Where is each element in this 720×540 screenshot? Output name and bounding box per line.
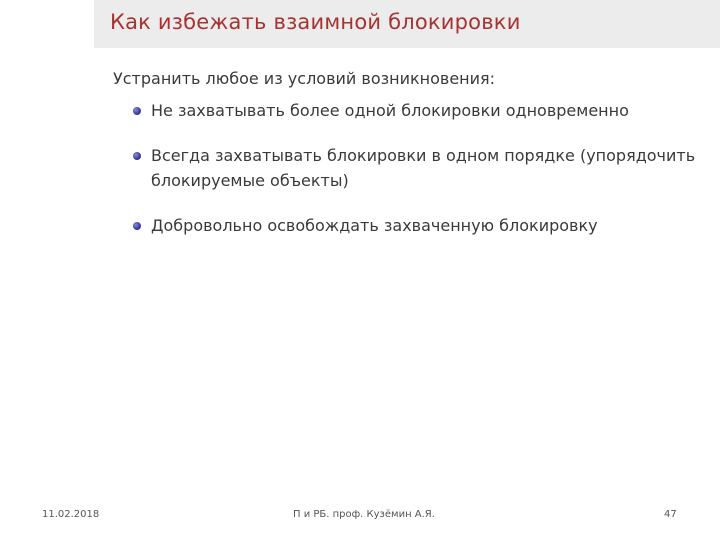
- list-item: [113, 143, 703, 193]
- footer-date: 11.02.2018: [42, 509, 100, 520]
- title-bar: [94, 0, 720, 48]
- list-item: [113, 213, 703, 238]
- bullet-text: Не захватывать более одной блокировки одновременно: [151, 101, 629, 120]
- intro-text: Устранить любое из условий возникновения:: [113, 69, 496, 88]
- slide-content: [113, 68, 703, 238]
- page-number: 47: [664, 509, 677, 520]
- slide-title: Как избежать взаимной блокировки: [110, 10, 521, 34]
- bullet-dot-icon: [133, 222, 141, 230]
- bullet-dot-icon: [133, 152, 141, 160]
- bullet-dot-icon: [133, 107, 141, 115]
- bullet-list: [113, 98, 703, 238]
- footer-author: П и РБ. проф. Кузёмин А.Я.: [293, 509, 435, 520]
- list-item: [113, 98, 703, 123]
- bullet-text: Добровольно освобождать захваченную блокировку: [151, 216, 598, 235]
- bullet-text: Всегда захватывать блокировки в одном порядке (упорядочить блокируемые объекты): [151, 146, 696, 190]
